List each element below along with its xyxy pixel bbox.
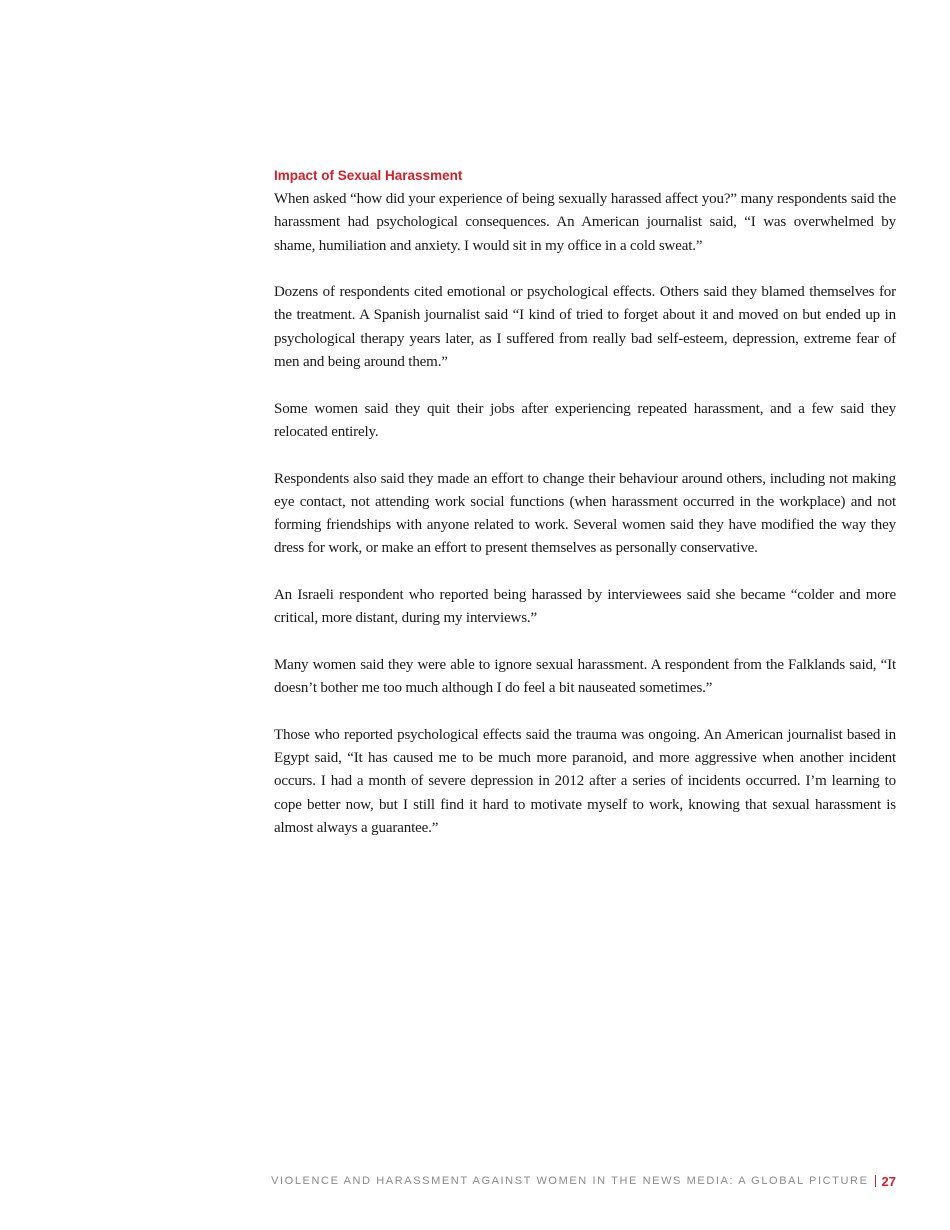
paragraph-7: Those who reported psychological effects said the trauma was ongoing. An American journalist based in Egypt said, “It has caused me to be much more paranoid, and more aggressive when another incident occurs. I had a month of severe depression in 2012 after a series of incidents occurred. I’m learning to cope better now, but I still find it hard to motivate myself to work, knowing that sexual harassment is almost always a guarantee.” xyxy=(274,726,896,837)
article-body xyxy=(274,166,896,840)
paragraph-6: Many women said they were able to ignore sexual harassment. A respondent from the Falklands said, “It doesn’t bother me too much although I do feel a bit nauseated sometimes.” xyxy=(274,656,896,697)
paragraph-3: Some women said they quit their jobs after experiencing repeated harassment, and a few said they relocated entirely. xyxy=(274,400,896,440)
page-number: 27 xyxy=(881,1173,896,1189)
footer-publication-title: VIOLENCE AND HARASSMENT AGAINST WOMEN IN THE NEWS MEDIA: A GLOBAL PICTURE xyxy=(271,1175,869,1187)
paragraph-2: Dozens of respondents cited emotional or psychological effects. Others said they blamed themselves for the treatment. A Spanish journalist said “I kind of tried to forget about it and moved on but ended up in psychological therapy years later, as I suffered from really bad self-esteem, depression, extreme fear of men and being around them.” xyxy=(274,284,896,371)
footer-divider xyxy=(875,1175,876,1187)
paragraph-1: When asked “how did your experience of being sexually harassed affect you?” many respondents said the harassment had psychological consequences. An American journalist said, “I was overwhelmed by shame, humiliation and anxiety. I would sit in my office in a cold sweat.” xyxy=(274,191,896,254)
paragraph-5: An Israeli respondent who reported being harassed by interviewees said she became “colder and more critical, more distant, during my interviews.” xyxy=(274,587,896,627)
paragraph-4: Respondents also said they made an effort to change their behaviour around others, including not making eye contact, not attending work social functions (when harassment occurred in the workplace) and not forming friendships with anyone related to work. Several women said they have modified the way they dress for work, or make an effort to present themselves as personally conservative. xyxy=(274,470,896,557)
page-footer xyxy=(271,1172,896,1190)
section-heading: Impact of Sexual Harassment xyxy=(274,168,463,183)
